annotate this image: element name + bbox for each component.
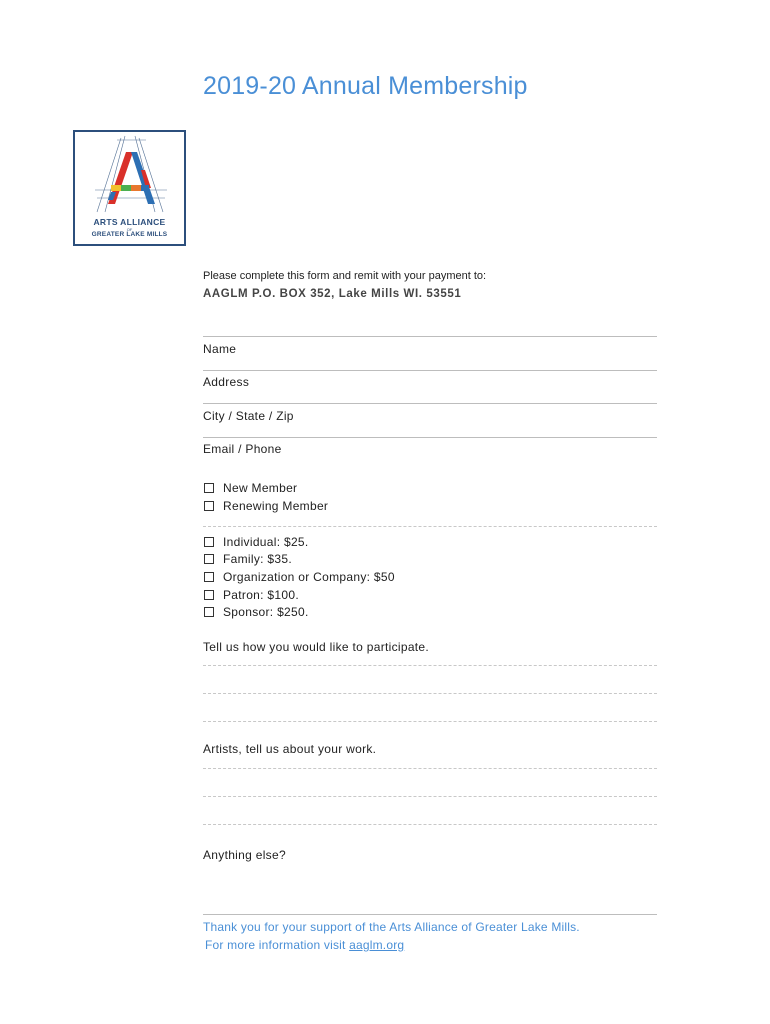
family-label: Family: $35.	[223, 552, 292, 566]
organization-label: Organization or Company: $50	[223, 570, 395, 584]
sponsor-label: Sponsor: $250.	[223, 605, 309, 619]
artists-question: Artists, tell us about your work.	[203, 742, 377, 756]
checkbox-icon	[204, 607, 214, 617]
anything-else-question: Anything else?	[203, 848, 286, 862]
address-line[interactable]	[203, 370, 657, 371]
logo-text-line-3: GREATER LAKE MILLS	[91, 231, 168, 238]
artists-line[interactable]	[203, 824, 657, 825]
thank-you-message: Thank you for your support of the Arts Alliance of Greater Lake Mills.	[203, 920, 580, 934]
individual-label: Individual: $25.	[223, 535, 309, 549]
city-state-zip-line[interactable]	[203, 403, 657, 404]
page-title: 2019-20 Annual Membership	[203, 72, 528, 100]
sponsor-checkbox[interactable]	[204, 605, 309, 619]
checkbox-icon	[204, 572, 214, 582]
artists-line[interactable]	[203, 796, 657, 797]
participate-question: Tell us how you would like to participate.	[203, 640, 430, 654]
patron-checkbox[interactable]	[204, 588, 299, 602]
checkbox-icon	[204, 537, 214, 547]
email-phone-label: Email / Phone	[203, 442, 282, 456]
new-member-checkbox[interactable]	[204, 481, 297, 495]
more-info-prefix: For more information visit	[205, 938, 350, 952]
logo-text-line-2: OF	[126, 227, 133, 232]
logo-text-line-1: ARTS ALLIANCE	[93, 217, 166, 227]
name-line[interactable]	[203, 336, 657, 337]
checkbox-icon	[204, 501, 214, 511]
artists-line[interactable]	[203, 768, 657, 769]
instructions-text: Please complete this form and remit with your payment to:	[203, 270, 487, 282]
city-state-zip-label: City / State / Zip	[203, 409, 294, 423]
checkbox-icon	[204, 590, 214, 600]
email-phone-line[interactable]	[203, 437, 657, 438]
name-label: Name	[203, 342, 237, 356]
new-member-label: New Member	[223, 481, 298, 495]
checkbox-icon	[204, 483, 214, 493]
patron-label: Patron: $100.	[223, 588, 299, 602]
individual-checkbox[interactable]	[204, 535, 309, 549]
family-checkbox[interactable]	[204, 552, 292, 566]
renewing-member-label: Renewing Member	[223, 499, 329, 513]
organization-checkbox[interactable]	[204, 570, 395, 584]
participate-line[interactable]	[203, 665, 657, 666]
participate-line[interactable]	[203, 693, 657, 694]
address-label: Address	[203, 375, 250, 389]
participate-line[interactable]	[203, 721, 657, 722]
arts-alliance-logo	[73, 130, 186, 246]
checkbox-icon	[204, 554, 214, 564]
anything-else-line[interactable]	[203, 914, 657, 915]
website-link[interactable]: aaglm.org	[349, 938, 405, 952]
mailing-address: AAGLM P.O. BOX 352, Lake Mills WI. 53551	[203, 288, 462, 300]
renewing-member-checkbox[interactable]	[204, 499, 328, 513]
more-info-text	[205, 938, 404, 952]
divider	[203, 526, 657, 527]
